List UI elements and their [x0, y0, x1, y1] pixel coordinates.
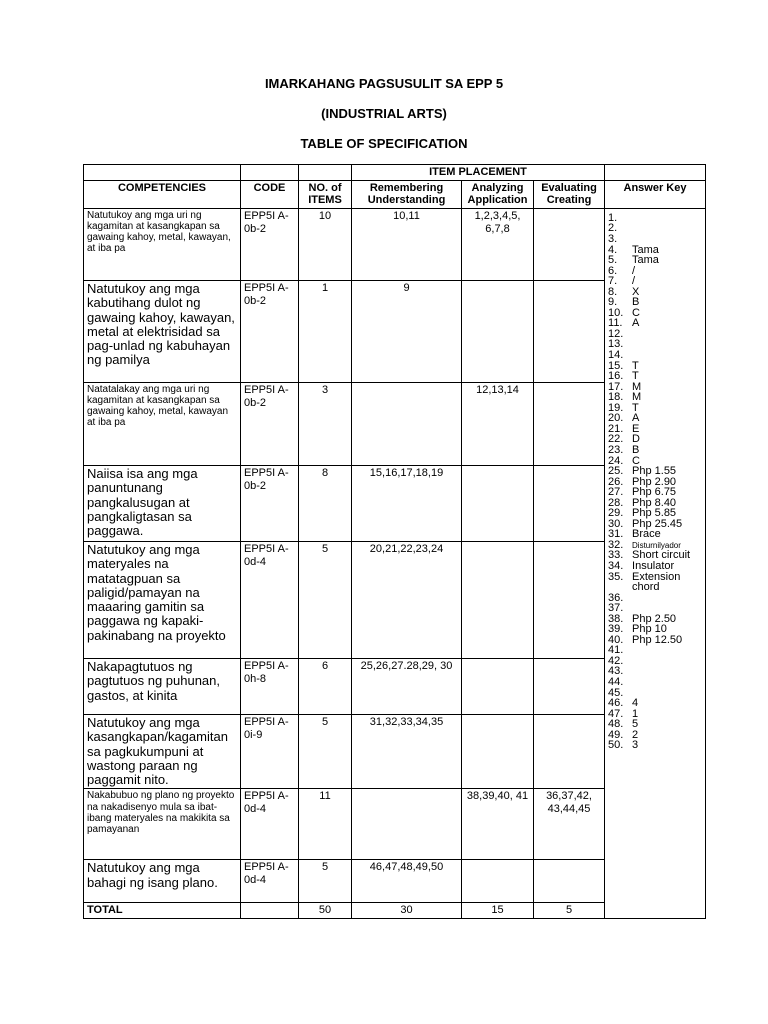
- answer-number: 26.: [608, 475, 624, 488]
- answer-value: Php 5.85: [632, 507, 677, 520]
- items-cell: 8: [299, 465, 352, 541]
- answer-number: 23.: [608, 443, 624, 456]
- total-code-blank: [241, 903, 299, 919]
- answer-value: C: [632, 454, 640, 467]
- col-competencies: COMPETENCIES: [84, 180, 241, 208]
- code-cell: EPP5I A-0i-9: [241, 714, 299, 788]
- answer-number: 28.: [608, 496, 624, 509]
- answer-number: 40.: [608, 633, 624, 646]
- remembering-cell: 10,11: [352, 208, 462, 280]
- items-cell: 3: [299, 382, 352, 465]
- col-code: CODE: [241, 180, 299, 208]
- answer-key-item: [608, 338, 702, 349]
- answer-number: 45.: [608, 686, 624, 699]
- remembering-cell: 46,47,48,49,50: [352, 860, 462, 903]
- table-title: TABLE OF SPECIFICATION: [300, 136, 468, 151]
- answer-number: 9.: [608, 296, 618, 309]
- answer-number: 14.: [608, 349, 624, 362]
- evaluating-cell: [534, 541, 605, 658]
- answer-value: 1: [632, 707, 639, 720]
- answer-key-item: [608, 370, 702, 381]
- page-title: IMARKAHANG PAGSUSULIT SA EPP 5: [264, 76, 504, 91]
- competency-cell: Nakabubuo ng plano ng proyekto na nakadisenyo mula sa ibat-ibang materyales na makikita sa pamayanan: [84, 789, 241, 860]
- answer-value: /: [632, 264, 636, 277]
- answer-value: X: [632, 285, 640, 298]
- analyzing-cell: 12,13,14: [462, 382, 534, 465]
- answer-key-item: [608, 718, 702, 729]
- competency-cell: Natutukoy ang mga bahagi ng isang plano.: [84, 860, 241, 903]
- answer-key-item: [608, 317, 702, 328]
- answer-key-item: [608, 676, 702, 687]
- answer-number: 15.: [608, 359, 624, 372]
- code-cell: EPP5I A-0b-2: [241, 280, 299, 382]
- answer-key-item: [608, 349, 702, 360]
- code-cell: EPP5I A-0b-2: [241, 208, 299, 280]
- answer-number: 18.: [608, 391, 624, 404]
- answer-number: 13.: [608, 338, 624, 351]
- analyzing-cell: [462, 714, 534, 788]
- evaluating-cell: [534, 465, 605, 541]
- answer-number: 22.: [608, 433, 624, 446]
- answer-number: 49.: [608, 728, 624, 741]
- code-cell: EPP5I A-0d-4: [241, 541, 299, 658]
- evaluating-cell: 36,37,42, 43,44,45: [534, 789, 605, 860]
- answer-number: 27.: [608, 486, 624, 499]
- answer-key-item: [608, 444, 702, 455]
- answer-value: Php 12.50: [632, 633, 683, 646]
- answer-number: 38.: [608, 612, 624, 625]
- item-placement-header: ITEM PLACEMENT: [352, 165, 605, 181]
- answer-key-item: [608, 634, 702, 645]
- answer-key-item: [608, 539, 702, 550]
- answer-key-item: [608, 739, 702, 750]
- answer-value: T: [632, 359, 639, 372]
- page-subtitle: (INDUSTRIAL ARTS): [321, 106, 447, 121]
- items-cell: 5: [299, 860, 352, 903]
- answer-key-item: [608, 697, 702, 708]
- answer-number: 19.: [608, 401, 624, 414]
- answer-number: 42.: [608, 654, 624, 667]
- answer-value: Short circuit: [632, 549, 691, 562]
- answer-key-item: [608, 423, 702, 434]
- answer-key-item: [608, 307, 702, 318]
- answer-number: 4.: [608, 243, 618, 256]
- total-remembering: 30: [352, 903, 462, 919]
- total-evaluating: 5: [534, 903, 605, 919]
- code-cell: EPP5I A-0b-2: [241, 465, 299, 541]
- answer-value: E: [632, 422, 640, 435]
- col-remembering: Remembering Understanding: [352, 180, 462, 208]
- answer-key-item: [608, 486, 702, 497]
- items-cell: 11: [299, 789, 352, 860]
- analyzing-cell: [462, 465, 534, 541]
- answer-value: Tama: [632, 243, 659, 256]
- total-items: 50: [299, 903, 352, 919]
- answer-key-item: [608, 381, 702, 392]
- remembering-cell: 9: [352, 280, 462, 382]
- evaluating-cell: [534, 860, 605, 903]
- answer-key-item: [608, 465, 702, 476]
- answer-key-item: [608, 729, 702, 740]
- answer-key-item: [608, 708, 702, 719]
- answer-number: 12.: [608, 327, 624, 340]
- answer-number: 31.: [608, 528, 624, 541]
- answer-number: 16.: [608, 370, 624, 383]
- answer-value: 5: [632, 718, 639, 731]
- code-cell: EPP5I A-0d-4: [241, 860, 299, 903]
- answer-number: 1.: [608, 211, 618, 224]
- remembering-cell: 31,32,33,34,35: [352, 714, 462, 788]
- col-answer-key: Answer Key: [605, 180, 706, 208]
- answer-key-item: [608, 212, 702, 223]
- answer-key-item: [608, 433, 702, 444]
- answer-number: 47.: [608, 707, 624, 720]
- answer-number: 36.: [608, 591, 624, 604]
- answer-key-item: [608, 592, 702, 603]
- answer-value: Php 2.50: [632, 612, 677, 625]
- answer-value: 4: [632, 697, 639, 710]
- analyzing-cell: [462, 280, 534, 382]
- answer-key-item: [608, 254, 702, 265]
- answer-key-item: [608, 328, 702, 339]
- answer-value: M: [632, 391, 642, 404]
- answer-key-item: [608, 623, 702, 634]
- answer-key-item: [608, 402, 702, 413]
- answer-key-item: [608, 602, 702, 613]
- total-label: TOTAL: [84, 903, 241, 919]
- competency-cell: Natatalakay ang mga uri ng kagamitan at kasangkapan sa gawaing kahoy, metal, kawayan at iba pa: [84, 382, 241, 465]
- total-analyzing: 15: [462, 903, 534, 919]
- competency-cell: Nakapagtutuos ng pagtutuos ng puhunan, gastos, at kinita: [84, 658, 241, 714]
- answer-number: 32.: [608, 538, 624, 551]
- items-cell: 6: [299, 658, 352, 714]
- answer-number: 20.: [608, 412, 624, 425]
- remembering-cell: 25,26,27.28,29, 30: [352, 658, 462, 714]
- answer-number: 34.: [608, 559, 624, 572]
- answer-value: B: [632, 296, 640, 309]
- answer-number: 10.: [608, 306, 624, 319]
- answer-value: M: [632, 380, 642, 393]
- analyzing-cell: [462, 541, 534, 658]
- answer-value: 3: [632, 739, 639, 752]
- evaluating-cell: [534, 208, 605, 280]
- answer-number: 33.: [608, 549, 624, 562]
- answer-number: 8.: [608, 285, 618, 298]
- header-blank: [605, 165, 706, 181]
- answer-key-item: [608, 391, 702, 402]
- analyzing-cell: [462, 658, 534, 714]
- evaluating-cell: [534, 280, 605, 382]
- answer-key-item: [608, 233, 702, 244]
- analyzing-cell: 38,39,40, 41: [462, 789, 534, 860]
- answer-number: 24.: [608, 454, 624, 467]
- table-row: [84, 208, 706, 280]
- answer-key-item: [608, 518, 702, 529]
- analyzing-cell: [462, 860, 534, 903]
- answer-value: Php 1.55: [632, 465, 677, 478]
- answer-value: Extension: [632, 570, 681, 583]
- answer-key-item: [608, 455, 702, 466]
- col-evaluating: Evaluating Creating: [534, 180, 605, 208]
- answer-key-item: [608, 549, 702, 560]
- answer-number: 30.: [608, 517, 624, 530]
- remembering-cell: [352, 382, 462, 465]
- answer-key-item: [608, 507, 702, 518]
- answer-number: 39.: [608, 623, 624, 636]
- answer-key-item: [608, 497, 702, 508]
- answer-value: Php 2.90: [632, 475, 677, 488]
- col-items: NO. of ITEMS: [299, 180, 352, 208]
- answer-value: Php 8.40: [632, 496, 677, 509]
- col-analyzing: Analyzing Application: [462, 180, 534, 208]
- answer-number: 5.: [608, 254, 618, 267]
- answer-number: 29.: [608, 507, 624, 520]
- answer-key-item: [608, 360, 702, 371]
- code-cell: EPP5I A-0b-2: [241, 382, 299, 465]
- answer-key-cell: [605, 208, 706, 918]
- items-cell: 5: [299, 541, 352, 658]
- answer-value: A: [632, 317, 640, 330]
- answer-number: 25.: [608, 465, 624, 478]
- answer-number: 43.: [608, 665, 624, 678]
- evaluating-cell: [534, 714, 605, 788]
- answer-value: T: [632, 401, 639, 414]
- answer-value: Php 25.45: [632, 517, 683, 530]
- answer-number: 48.: [608, 718, 624, 731]
- evaluating-cell: [534, 382, 605, 465]
- answer-value: Tama: [632, 254, 659, 267]
- code-cell: EPP5I A-0d-4: [241, 789, 299, 860]
- answer-number: 11.: [608, 317, 623, 330]
- answer-number: 17.: [608, 380, 624, 393]
- header-blank: [241, 165, 299, 181]
- answer-number: 46.: [608, 697, 624, 710]
- answer-number: 37.: [608, 602, 624, 615]
- answer-value: Php 10: [632, 623, 667, 636]
- answer-number: 6.: [608, 264, 618, 277]
- items-cell: 10: [299, 208, 352, 280]
- answer-value: Php 6.75: [632, 486, 677, 499]
- code-cell: EPP5I A-0h-8: [241, 658, 299, 714]
- answer-number: 7.: [608, 275, 618, 288]
- answer-key-list: [608, 212, 702, 750]
- answer-number: 3.: [608, 233, 618, 246]
- answer-value: C: [632, 306, 640, 319]
- answer-key-item: [608, 665, 702, 676]
- answer-key-item: [608, 581, 702, 592]
- answer-key-item: [608, 560, 702, 571]
- answer-value: A: [632, 412, 640, 425]
- competency-cell: Natutukoy ang mga uri ng kagamitan at kasangkapan sa gawaing kahoy, metal, kawayan, at iba pa: [84, 208, 241, 280]
- answer-key-item: [608, 296, 702, 307]
- answer-value: Insulator: [632, 559, 675, 572]
- answer-key-item: [608, 571, 702, 582]
- answer-key-item: [608, 655, 702, 666]
- competency-cell: Natutukoy ang mga materyales na matatagpuan sa paligid/pamayan na maaaring gamitin sa paggawa ng kapaki-pakinabang na proyekto: [84, 541, 241, 658]
- header-blank: [299, 165, 352, 181]
- competency-cell: Naiisa isa ang mga panuntunang pangkalusugan at pangkaligtasan sa paggawa.: [84, 465, 241, 541]
- analyzing-cell: 1,2,3,4,5, 6,7,8: [462, 208, 534, 280]
- answer-key-item: [608, 286, 702, 297]
- answer-key-item: [608, 476, 702, 487]
- answer-value: Disturnilyador: [632, 540, 681, 550]
- answer-number: 41.: [608, 644, 624, 657]
- answer-key-item: [608, 275, 702, 286]
- items-cell: 1: [299, 280, 352, 382]
- answer-value: B: [632, 443, 640, 456]
- competency-cell: Natutukoy ang mga kasangkapan/kagamitan sa pagkukumpuni at wastong paraan ng paggamit nito.: [84, 714, 241, 788]
- answer-number: 2.: [608, 222, 618, 235]
- answer-number: 50.: [608, 739, 624, 752]
- answer-key-item: [608, 265, 702, 276]
- competency-cell: Natutukoy ang mga kabutihang dulot ng gawaing kahoy, kawayan, metal at elektrisidad sa pag-unlad ng kabuhayan ng pamilya: [84, 280, 241, 382]
- answer-number: 35.: [608, 570, 624, 583]
- answer-key-item: [608, 528, 702, 539]
- answer-value: 2: [632, 728, 639, 741]
- answer-value: Brace: [632, 528, 661, 541]
- specification-table: [83, 164, 706, 919]
- remembering-cell: 15,16,17,18,19: [352, 465, 462, 541]
- answer-number: 44.: [608, 675, 624, 688]
- answer-key-item: [608, 244, 702, 255]
- answer-value: chord: [632, 581, 660, 594]
- answer-number: 21.: [608, 422, 624, 435]
- answer-key-item: [608, 687, 702, 698]
- answer-key-item: [608, 222, 702, 233]
- header-blank: [84, 165, 241, 181]
- remembering-cell: [352, 789, 462, 860]
- items-cell: 5: [299, 714, 352, 788]
- evaluating-cell: [534, 658, 605, 714]
- answer-key-item: [608, 412, 702, 423]
- remembering-cell: 20,21,22,23,24: [352, 541, 462, 658]
- answer-value: D: [632, 433, 640, 446]
- answer-key-item: [608, 613, 702, 624]
- answer-value: /: [632, 275, 636, 288]
- answer-value: T: [632, 370, 639, 383]
